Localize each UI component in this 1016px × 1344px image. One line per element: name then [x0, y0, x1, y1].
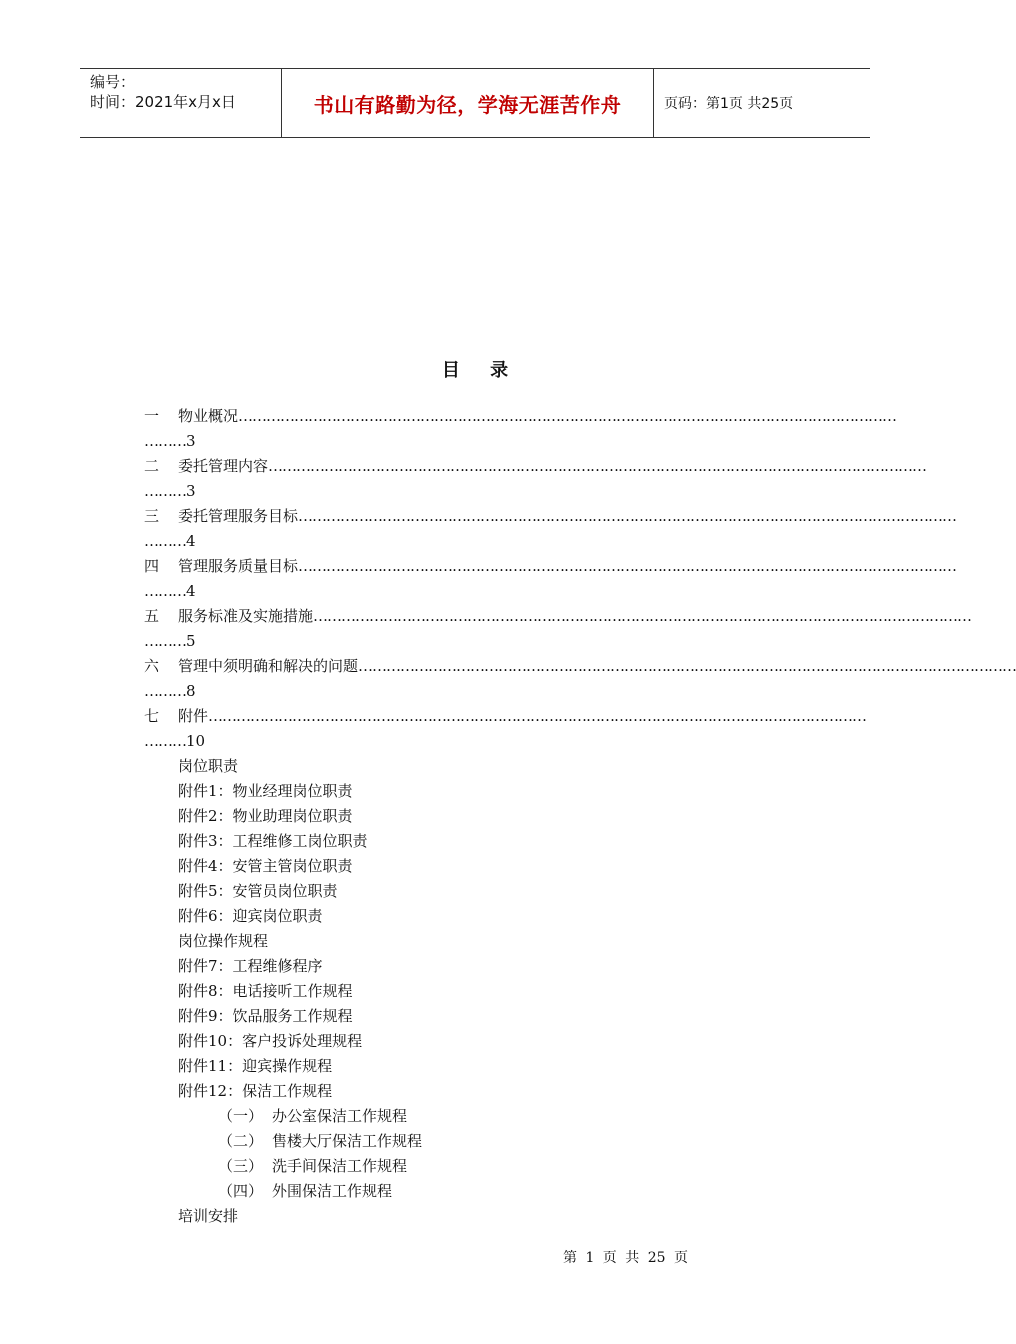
toc-leader-dots: ………	[144, 482, 186, 500]
toc-sub-item	[144, 1129, 808, 1154]
toc-page-number: 10	[186, 732, 206, 750]
toc-entry-title: 管理服务质量目标	[178, 557, 299, 575]
toc-attachment-item: 附件7：工程维修程序	[178, 957, 323, 975]
toc-leader-dots: ……………………………………………………………………………………………………………………………	[208, 707, 867, 725]
toc-attachment-item: 附件6：迎宾岗位职责	[178, 907, 323, 925]
toc-attachment-item: 附件2：物业助理岗位职责	[178, 807, 353, 825]
toc-entry-continuation	[144, 529, 808, 554]
toc-sub-item	[144, 1154, 808, 1179]
toc-sub-item-title: 外围保洁工作规程	[272, 1182, 393, 1200]
toc-entry	[144, 404, 897, 429]
toc-entry-continuation	[144, 429, 808, 454]
toc-entry-continuation	[144, 629, 808, 654]
toc-attachment-item: 岗位职责	[178, 757, 239, 775]
toc-sub-item-number: （三）	[218, 1157, 264, 1175]
header-left	[80, 69, 281, 137]
toc-page-number: 5	[186, 632, 196, 650]
toc-sub-item-number: （一）	[218, 1107, 264, 1125]
page-footer: 第 1 页 共 25 页	[563, 1250, 688, 1266]
toc-entry	[144, 604, 972, 629]
toc-leader-dots: ………	[144, 732, 186, 750]
toc-entry-title: 委托管理服务目标	[178, 507, 299, 525]
toc-entry-number: 二	[144, 457, 160, 475]
number-label: 编号：	[90, 73, 136, 91]
toc-page-number: 3	[186, 482, 196, 500]
toc-sub-item	[144, 1179, 808, 1204]
toc-entry-continuation	[144, 729, 808, 754]
toc-attachment-item: 附件11：迎宾操作规程	[178, 1057, 333, 1075]
time-label: 时间：2021年x月x日	[90, 93, 236, 111]
toc-entry-title: 附件	[178, 707, 209, 725]
toc-entry-continuation	[144, 679, 808, 704]
toc-page-number: 8	[186, 682, 196, 700]
toc-leader-dots: ……………………………………………………………………………………………………………………………	[268, 457, 927, 475]
toc-leader-dots: ……………………………………………………………………………………………………………………………	[358, 657, 1016, 675]
toc-training-item: 培训安排	[178, 1207, 239, 1225]
toc-entry	[144, 504, 957, 529]
toc-entry-number: 一	[144, 407, 160, 425]
toc-leader-dots: ……………………………………………………………………………………………………………………………	[298, 557, 957, 575]
toc-entry-number: 五	[144, 607, 160, 625]
toc-entry-title: 物业概况	[178, 407, 239, 425]
toc-entry	[144, 704, 867, 729]
toc-sub-item-number: （二）	[218, 1132, 264, 1150]
toc-entry-title: 委托管理内容	[178, 457, 269, 475]
toc-entry-number: 四	[144, 557, 160, 575]
toc-attachment-item: 附件3：工程维修工岗位职责	[178, 832, 368, 850]
toc-page-number: 4	[186, 532, 196, 550]
toc-leader-dots: ………	[144, 432, 186, 450]
toc-sub-item-title: 办公室保洁工作规程	[272, 1107, 408, 1125]
toc-entry-continuation	[144, 479, 808, 504]
toc-attachment-item: 岗位操作规程	[178, 932, 269, 950]
toc-entry	[144, 554, 957, 579]
page-header	[80, 68, 870, 138]
toc-page-number: 3	[186, 432, 196, 450]
toc-attachment-item: 附件1：物业经理岗位职责	[178, 782, 353, 800]
toc-entry	[144, 454, 927, 479]
toc-leader-dots: ………	[144, 632, 186, 650]
toc-entry-title: 管理中须明确和解决的问题	[178, 657, 359, 675]
toc-attachment-item: 附件10：客户投诉处理规程	[178, 1032, 363, 1050]
toc-entry-number: 六	[144, 657, 160, 675]
toc-leader-dots: ……………………………………………………………………………………………………………………………	[298, 507, 957, 525]
toc-leader-dots: ……………………………………………………………………………………………………………………………	[238, 407, 897, 425]
toc-sub-item-number: （四）	[218, 1182, 264, 1200]
toc-sub-item	[144, 1104, 808, 1129]
toc-title: 目 录	[441, 360, 521, 381]
toc-leader-dots: ………	[144, 682, 186, 700]
toc-page-number: 4	[186, 582, 196, 600]
toc-sub-item-title: 洗手间保洁工作规程	[272, 1157, 408, 1175]
toc-attachment-item: 附件4：安管主管岗位职责	[178, 857, 353, 875]
table-of-contents	[144, 404, 1016, 1229]
toc-sub-item-title: 售楼大厅保洁工作规程	[272, 1132, 423, 1150]
toc-leader-dots: ……………………………………………………………………………………………………………………………	[313, 607, 972, 625]
toc-attachment-item: 附件9：饮品服务工作规程	[178, 1007, 353, 1025]
toc-attachment-item: 附件5：安管员岗位职责	[178, 882, 338, 900]
toc-attachment-item: 附件12：保洁工作规程	[178, 1082, 333, 1100]
toc-entry-number: 三	[144, 507, 160, 525]
toc-entry	[144, 654, 1016, 679]
header-motto: 书山有路勤为径，学海无涯苦作舟	[281, 69, 654, 137]
toc-entry-title: 服务标准及实施措施	[178, 607, 314, 625]
toc-entry-number: 七	[144, 707, 160, 725]
toc-leader-dots: ………	[144, 582, 186, 600]
toc-entry-continuation	[144, 579, 808, 604]
toc-attachment-item: 附件8：电话接听工作规程	[178, 982, 353, 1000]
toc-leader-dots: ………	[144, 532, 186, 550]
header-page-info: 页码：第1页 共25页	[664, 96, 794, 112]
